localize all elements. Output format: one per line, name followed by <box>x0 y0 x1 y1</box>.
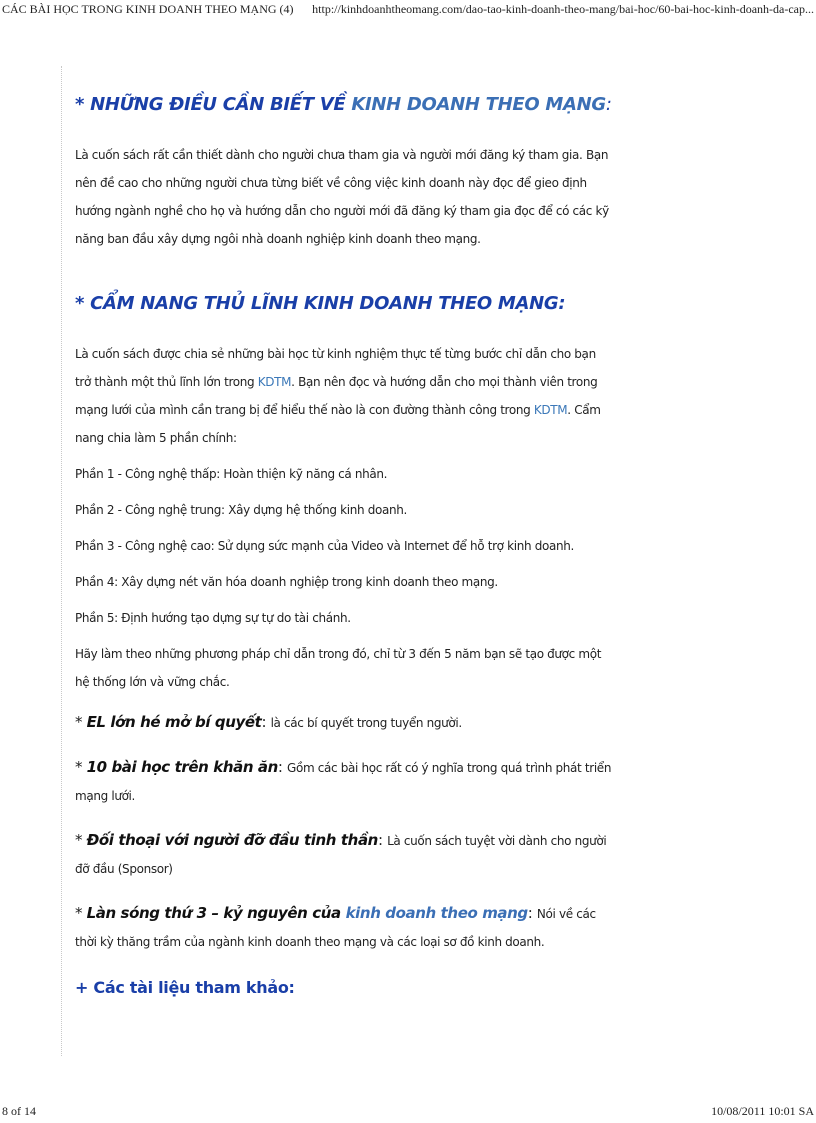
section-heading-handbook: * CẨM NANG THỦ LĨNH KINH DOANH THEO MẠNG: <box>75 293 566 314</box>
book-desc: Nói về các thời kỳ thăng trầm của ngành kinh doanh theo mạng và các loại sơ đồ kinh doanh. <box>75 907 596 949</box>
book-desc: Là cuốn sách tuyệt vời dành cho người đỡ đầu (Sponsor) <box>75 834 607 876</box>
book-item: * Làn sóng thứ 3 – kỷ nguyên của kinh doanh theo mạng: Nói về các thời kỳ thăng trầm của ngành kinh doanh theo mạng và các loại sơ đồ kinh doanh. <box>75 904 596 949</box>
part-item: Phần 1 - Công nghệ thấp: Hoàn thiện kỹ năng cá nhân. <box>75 467 388 481</box>
section1-body: Là cuốn sách rất cần thiết dành cho người chưa tham gia và người mới đăng ký tham gia. Bạn nên đề cao cho những người chưa từng biết về công việc kinh doanh này đọc để gieo định hướng ngành nghề cho họ và hướng dẫn cho người mới đã đăng ký tham gia đọc để có các kỹ năng ban đầu xây dựng ngôi nhà doanh nghiệp kinh doanh theo mạng. <box>75 148 609 246</box>
book-title: 10 bài học trên khăn ăn <box>86 758 278 776</box>
book-item: * 10 bài học trên khăn ăn: Gồm các bài học rất có ý nghĩa trong quá trình phát triển mạng lưới. <box>75 758 612 803</box>
section2-closing: Hãy làm theo những phương pháp chỉ dẫn trong đó, chỉ từ 3 đến 5 năm bạn sẽ tạo được một hệ thống lớn và vững chắc. <box>75 647 602 689</box>
part-item: Phần 3 - Công nghệ cao: Sử dụng sức mạnh của Video và Internet để hỗ trợ kinh doanh. <box>75 539 574 553</box>
references-heading: + Các tài liệu tham khảo: <box>75 978 295 997</box>
kdtm-link[interactable]: KDTM <box>533 403 568 417</box>
section-heading-needs-to-know: * NHỮNG ĐIỀU CẦN BIẾT VỀ KINH DOANH THEO MẠNG: <box>75 94 612 115</box>
part-item: Phần 4: Xây dựng nét văn hóa doanh nghiệp trong kinh doanh theo mạng. <box>75 575 498 589</box>
book-title: Đối thoại với người đỡ đầu tinh thần <box>86 831 378 849</box>
book-item: * Đối thoại với người đỡ đầu tinh thần: Là cuốn sách tuyệt vời dành cho người đỡ đầu (Sponsor) <box>75 831 607 876</box>
book-desc: Gồm các bài học rất có ý nghĩa trong quá trình phát triển mạng lưới. <box>75 761 612 803</box>
document-title: CÁC BÀI HỌC TRONG KINH DOANH THEO MẠNG (4) <box>2 2 294 16</box>
print-footer <box>0 1104 816 1122</box>
page-number: 8 of 14 <box>2 1104 36 1118</box>
book-item: * EL lớn hé mở bí quyết: là các bí quyết trong tuyển người. <box>75 713 462 731</box>
part-item: Phần 5: Định hướng tạo dựng sự tự do tài chánh. <box>75 611 351 625</box>
article-content <box>75 84 615 997</box>
print-header <box>0 2 816 20</box>
heading-highlight: KINH DOANH THEO MẠNG <box>351 94 606 115</box>
kdtm-link[interactable]: kinh doanh theo mạng <box>345 904 528 922</box>
print-datetime: 10/08/2011 10:01 SA <box>711 1104 814 1118</box>
book-title: EL lớn hé mở bí quyết <box>86 713 262 731</box>
kdtm-link[interactable]: KDTM <box>257 375 292 389</box>
content-border <box>61 66 62 1056</box>
part-item: Phần 2 - Công nghệ trung: Xây dựng hệ thống kinh doanh. <box>75 503 407 517</box>
section2-body: Là cuốn sách được chia sẻ những bài học từ kinh nghiệm thực tế từng bước chỉ dẫn cho bạn trở thành một thủ lĩnh lớn trong KDTM. Bạn nên đọc và hướng dẫn cho mọi thành viên trong mạng lưới của mình cần trang bị để hiểu thế nào là con đường thành công trong KDTM. Cẩm nang chia làm 5 phần chính: <box>75 347 601 445</box>
book-title: Làn sóng thứ 3 – kỷ nguyên của kinh doanh theo mạng <box>86 904 528 922</box>
page-url[interactable]: http://kinhdoanhtheomang.com/dao-tao-kinh-doanh-theo-mang/bai-hoc/60-bai-hoc-kinh-doanh-da-cap... <box>312 2 814 16</box>
book-desc: là các bí quyết trong tuyển người. <box>270 716 462 730</box>
